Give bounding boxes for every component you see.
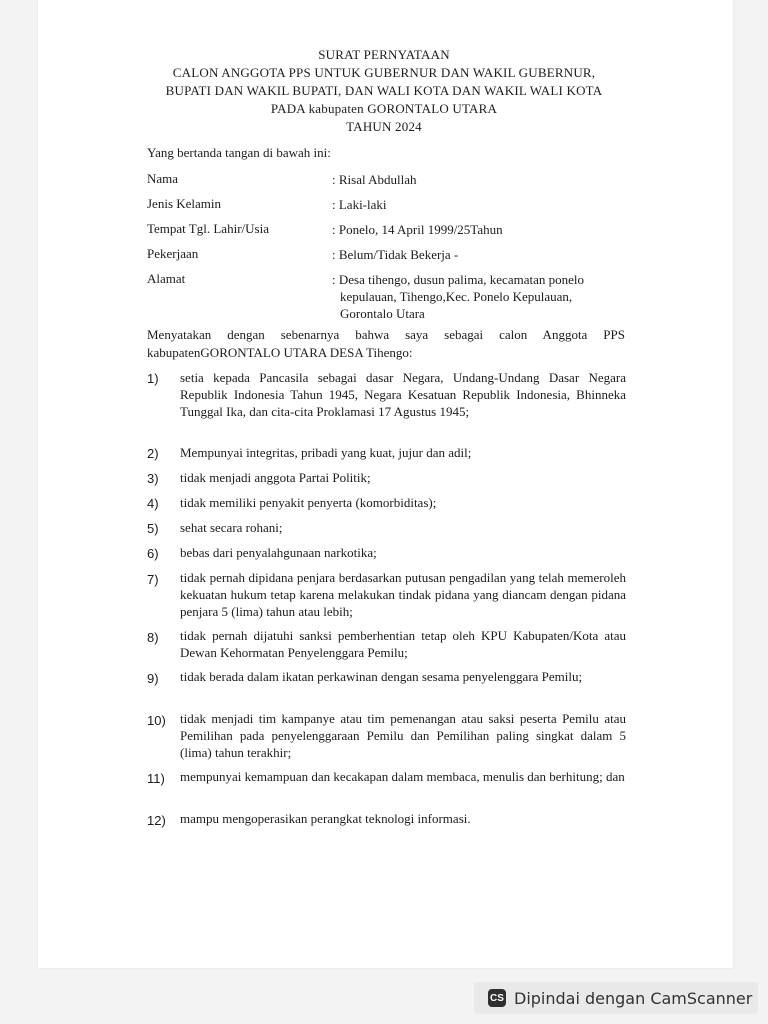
field-label-jenis-kelamin: Jenis Kelamin	[147, 196, 222, 211]
title-line-2: CALON ANGGOTA PPS UNTUK GUBERNUR DAN WAKIL GUBERNUR,	[172, 65, 596, 80]
field-value-nama: : Risal Abdullah	[332, 172, 417, 187]
item-text: mempunyai kemampuan dan kecakapan dalam membaca, menulis dan berhitung; dan	[180, 769, 625, 784]
item-number: 10)	[147, 713, 166, 728]
item-number: 11)	[147, 771, 165, 786]
item-text: tidak pernah dijatuhi sanksi pemberhentian tetap oleh KPU Kabupaten/Kota atau Dewan Kehormatan Penyelenggara Pemilu;	[180, 628, 626, 660]
item-number: 5)	[147, 521, 159, 536]
alamat-line-1: : Desa tihengo, dusun palima, kecamatan ponelo	[332, 272, 584, 287]
item-text: sehat secara rohani;	[180, 520, 283, 535]
item-text: Mempunyai integritas, pribadi yang kuat, jujur dan adil;	[180, 445, 472, 460]
item-number: 9)	[147, 671, 159, 686]
item-number: 7)	[147, 572, 159, 587]
intro-text: Yang bertanda tangan di bawah ini:	[147, 145, 331, 160]
item-text: tidak menjadi tim kampanye atau tim pemenangan atau saksi peserta Pemilu atau Pemilihan pada penyelenggaraan Pemilu dan Pemilihan paling singkat dalam 5 (lima) tahun terakhir;	[180, 711, 626, 760]
camscanner-watermark	[474, 982, 758, 1014]
title-line-5: TAHUN 2024	[346, 119, 422, 134]
alamat-line-3: Gorontalo Utara	[340, 306, 425, 321]
alamat-line-2: kepulauan, Tihengo,Kec. Ponelo Kepulauan,	[340, 289, 573, 304]
field-label-alamat: Alamat	[147, 271, 186, 286]
item-number: 3)	[147, 471, 159, 486]
field-value-tempat-tgl-lahir: : Ponelo, 14 April 1999/25Tahun	[332, 222, 503, 237]
title-line-4: PADA kabupaten GORONTALO UTARA	[270, 101, 498, 116]
item-number: 12)	[147, 813, 166, 828]
statement-text: Menyatakan dengan sebenarnya bahwa saya sebagai calon Anggota PPS kabupatenGORONTALO UTARA DESA Tihengo:	[147, 327, 625, 360]
item-number: 6)	[147, 546, 159, 561]
field-value-jenis-kelamin: : Laki-laki	[332, 197, 387, 212]
item-text: mampu mengoperasikan perangkat teknologi informasi.	[180, 811, 471, 826]
item-text: setia kepada Pancasila sebagai dasar Negara, Undang-Undang Dasar Negara Republik Indonesia Tahun 1945, Negara Kesatuan Republik Indonesia, Bhinneka Tunggal Ika, dan cita-cita Proklamasi 17 Agustus 1945;	[180, 370, 626, 419]
item-text: tidak menjadi anggota Partai Politik;	[180, 470, 371, 485]
field-label-tempat-tgl-lahir: Tempat Tgl. Lahir/Usia	[147, 221, 269, 236]
document-title	[0, 46, 768, 136]
field-label-pekerjaan: Pekerjaan	[147, 246, 199, 261]
item-number: 1)	[147, 371, 159, 386]
item-number: 2)	[147, 446, 159, 461]
field-value-alamat	[332, 271, 584, 322]
field-value-pekerjaan: : Belum/Tidak Bekerja -	[332, 247, 459, 262]
item-number: 4)	[147, 496, 159, 511]
item-number: 8)	[147, 630, 159, 645]
item-text: tidak berada dalam ikatan perkawinan dengan sesama penyelenggara Pemilu;	[180, 669, 583, 684]
field-label-nama: Nama	[147, 171, 179, 186]
item-text: bebas dari penyalahgunaan narkotika;	[180, 545, 377, 560]
item-text: tidak pernah dipidana penjara berdasarkan putusan pengadilan yang telah memeroleh kekuatan hukum tetap karena melakukan tindak pidana yang diancam dengan pidana penjara 5 (lima) tahun atau lebih;	[180, 570, 626, 619]
camscanner-text: Dipindai dengan CamScanner	[514, 988, 753, 1008]
title-line-3: BUPATI DAN WAKIL BUPATI, DAN WALI KOTA DAN WAKIL WALI KOTA	[165, 83, 603, 98]
title-line-1: SURAT PERNYATAAN	[318, 47, 450, 62]
item-text: tidak memiliki penyakit penyerta (komorbiditas);	[180, 495, 437, 510]
camscanner-logo-icon: CS	[488, 989, 506, 1007]
